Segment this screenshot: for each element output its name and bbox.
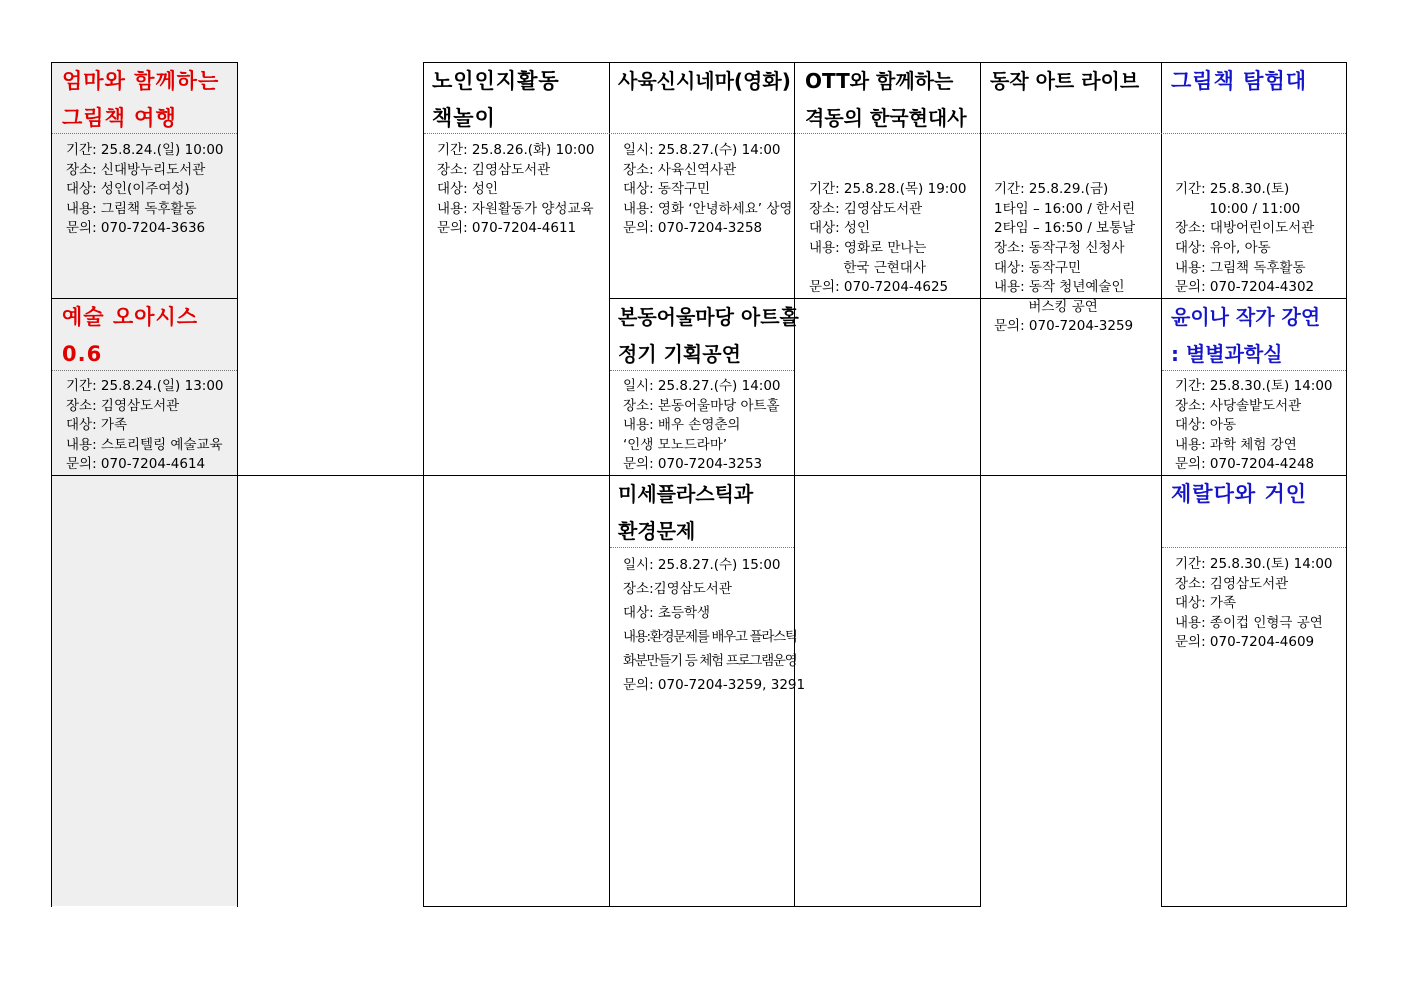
event-details: 일시: 25.8.27.(수) 15:00 장소:김영삼도서관 대상: 초등학생 내용:환경문제를 배우고 플라스틱 화분만들기 등 체험 프로그램운영 문의: 070-7204-3259, 3291 <box>623 557 806 693</box>
grid-line <box>1161 906 1347 907</box>
event-title: 사육신시네마(영화) <box>618 69 791 93</box>
grid-line <box>237 62 238 907</box>
event-details: 기간: 25.8.24.(일) 13:00 장소: 김영삼도서관 대상: 가족 내용: 스토리텔링 예술교육 문의: 070-7204-4614 <box>66 378 224 473</box>
event-title: OTT와 함께하는 격동의 한국현대사 <box>805 69 967 130</box>
grid-line <box>980 62 981 907</box>
event-details: 기간: 25.8.24.(일) 10:00 장소: 신대방누리도서관 대상: 성인(이주여성) 내용: 그림책 독후활동 문의: 070-7204-3636 <box>66 142 224 237</box>
dotted-separator <box>1162 547 1346 548</box>
event-title: 윤이나 작가 강연 : 별별과학실 <box>1171 305 1321 366</box>
grid-line <box>609 62 610 907</box>
grid-line <box>423 62 424 907</box>
event-details: 기간: 25.8.26.(화) 10:00 장소: 김영삼도서관 대상: 성인 내용: 자원활동가 양성교육 문의: 070-7204-4611 <box>437 142 595 237</box>
event-details: 일시: 25.8.27.(수) 14:00 장소: 본동어울마당 아트홀 내용: 배우 손영춘의 ‘인생 모노드라마’ 문의: 070-7204-3253 <box>623 378 781 473</box>
grid-line <box>1346 62 1347 907</box>
grid-line <box>423 906 981 907</box>
event-title: 동작 아트 라이브 <box>990 69 1140 93</box>
event-details: 일시: 25.8.27.(수) 14:00 장소: 사육신역사관 대상: 동작구민 내용: 영화 ‘안녕하세요’ 상영 문의: 070-7204-3258 <box>623 142 793 237</box>
event-details: 기간: 25.8.30.(토) 14:00 장소: 사당솔밭도서관 대상: 아동 내용: 과학 체험 강연 문의: 070-7204-4248 <box>1175 378 1333 473</box>
event-title: 엄마와 함께하는 그림책 여행 <box>62 69 220 130</box>
event-details: 기간: 25.8.28.(목) 19:00 장소: 김영삼도서관 대상: 성인 내용: 영화로 만나는 한국 근현대사 문의: 070-7204-4625 <box>809 181 967 296</box>
event-title: 노인인지활동 책놀이 <box>432 69 560 130</box>
event-title: 예술 오아시스 0.6 <box>62 305 199 366</box>
grid-line <box>51 62 52 907</box>
grid-line <box>794 62 795 907</box>
event-details: 기간: 25.8.30.(토) 14:00 장소: 김영삼도서관 대상: 가족 내용: 종이컵 인형극 공연 문의: 070-7204-4609 <box>1175 556 1333 651</box>
grid-line <box>1161 62 1162 907</box>
event-title: 그림책 탐험대 <box>1171 69 1308 93</box>
event-details: 기간: 25.8.29.(금) 1타임 – 16:00 / 한서린 2타임 – 16:50 / 보통날 장소: 동작구청 신청사 대상: 동작구민 내용: 동작 청년예술인 버스킹 공연 문의: 070-7204-3259 <box>994 181 1136 335</box>
event-title: 본동어울마당 아트홀 정기 기획공연 <box>618 305 799 366</box>
event-details: 기간: 25.8.30.(토) 10:00 / 11:00 장소: 대방어린이도서관 대상: 유아, 아동 내용: 그림책 독후활동 문의: 070-7204-4302 <box>1175 181 1315 296</box>
event-title: 제랄다와 거인 <box>1171 482 1308 506</box>
event-title: 미세플라스틱과 환경문제 <box>618 482 754 543</box>
